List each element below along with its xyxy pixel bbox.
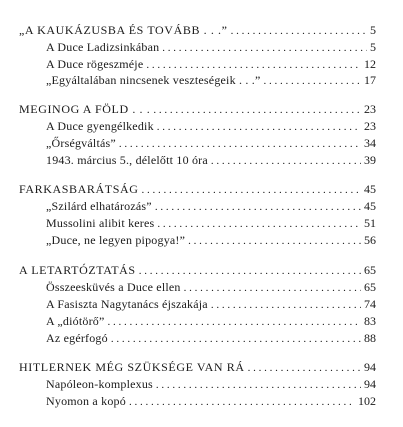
dot-leader bbox=[108, 314, 361, 330]
toc-section-3[interactable] bbox=[19, 181, 376, 197]
toc-page-number: 5 bbox=[370, 23, 376, 37]
toc-section-title: HITLERNEK MÉG SZÜKSÉGE VAN RÁ bbox=[19, 360, 245, 374]
dot-leader bbox=[119, 136, 361, 152]
toc-item[interactable] bbox=[46, 279, 376, 295]
dot-leader bbox=[188, 233, 361, 249]
dot-leader bbox=[146, 57, 361, 73]
toc-item[interactable] bbox=[46, 72, 376, 88]
toc-page-number: 65 bbox=[364, 280, 376, 294]
dot-leader bbox=[211, 153, 361, 169]
toc-page-number: 51 bbox=[364, 216, 376, 230]
toc-item-title: Összeesküvés a Duce ellen bbox=[46, 280, 181, 294]
toc-item[interactable] bbox=[46, 56, 376, 72]
toc-item-title: Az egérfogó bbox=[46, 331, 108, 345]
toc-page-number: 65 bbox=[364, 263, 376, 277]
toc-page-number: 94 bbox=[364, 377, 376, 391]
toc-item[interactable] bbox=[46, 135, 376, 151]
toc-item[interactable] bbox=[46, 152, 376, 168]
toc-page-number: 45 bbox=[364, 182, 376, 196]
toc-section-1[interactable] bbox=[19, 22, 376, 38]
toc-page-number: 45 bbox=[364, 199, 376, 213]
toc-item-title: Mussolini alibit keres bbox=[46, 216, 155, 230]
toc-page-number: 34 bbox=[364, 136, 376, 150]
toc-item-title: 1943. március 5., délelőtt 10 óra bbox=[46, 153, 208, 167]
toc-section-5[interactable] bbox=[19, 359, 376, 375]
toc-page-number: 23 bbox=[364, 119, 376, 133]
dot-leader bbox=[231, 23, 367, 39]
toc-item-title: „Szilárd elhatározás” bbox=[46, 199, 152, 213]
toc-page-number: 83 bbox=[364, 314, 376, 328]
dot-leader bbox=[156, 377, 361, 393]
toc-item[interactable] bbox=[46, 215, 376, 231]
toc-page-number: 39 bbox=[364, 153, 376, 167]
dot-leader bbox=[155, 199, 361, 215]
dot-leader bbox=[153, 102, 361, 118]
toc-item-title: A Duce gyengélkedik bbox=[46, 119, 154, 133]
toc-item-title: „Duce, ne legyen pipogya!” bbox=[46, 233, 186, 247]
dot-leader bbox=[211, 297, 361, 313]
toc-page-number: 74 bbox=[364, 297, 376, 311]
toc-section-title: MEGINOG A FÖLD . . . bbox=[19, 102, 151, 116]
toc-item[interactable] bbox=[46, 393, 376, 409]
toc-section-2[interactable] bbox=[19, 101, 376, 117]
dot-leader bbox=[139, 263, 361, 279]
toc-page-number: 102 bbox=[358, 394, 376, 408]
dot-leader bbox=[264, 73, 361, 89]
dot-leader bbox=[248, 360, 361, 376]
toc-item-title: Napóleon-komplexus bbox=[46, 377, 153, 391]
toc-page-number: 17 bbox=[364, 73, 376, 87]
toc-page-number: 12 bbox=[364, 57, 376, 71]
toc-item[interactable] bbox=[46, 376, 376, 392]
dot-leader bbox=[184, 280, 361, 296]
toc-item[interactable] bbox=[46, 118, 376, 134]
toc-section-title: „A KAUKÁZUSBA ÉS TOVÁBB . . .” bbox=[19, 23, 228, 37]
toc-item-title: A Duce rögeszméje bbox=[46, 57, 144, 71]
toc-page-number: 88 bbox=[364, 331, 376, 345]
dot-leader bbox=[162, 40, 367, 56]
toc-item-title: A Fasiszta Nagytanács éjszakája bbox=[46, 297, 208, 311]
dot-leader bbox=[157, 119, 361, 135]
toc-item-title: „Őrségváltás” bbox=[46, 136, 116, 150]
toc-section-title: A LETARTÓZTATÁS bbox=[19, 263, 136, 277]
toc-item[interactable] bbox=[46, 313, 376, 329]
toc-item-title: „Egyáltalában nincsenek veszteségeik . . .” bbox=[46, 73, 261, 87]
toc-page-number: 23 bbox=[364, 102, 376, 116]
toc-item-title: A „diótörő” bbox=[46, 314, 105, 328]
toc-page-number: 5 bbox=[370, 40, 376, 54]
toc-item[interactable] bbox=[46, 330, 376, 346]
dot-leader bbox=[111, 331, 361, 347]
toc-item[interactable] bbox=[46, 296, 376, 312]
toc-item[interactable] bbox=[46, 39, 376, 55]
toc-page-number: 56 bbox=[364, 233, 376, 247]
toc-page-number: 94 bbox=[364, 360, 376, 374]
toc-section-4[interactable] bbox=[19, 262, 376, 278]
dot-leader bbox=[129, 394, 355, 410]
toc-section-title: FARKASBARÁTSÁG bbox=[19, 182, 139, 196]
toc-item-title: Nyomon a kopó bbox=[46, 394, 126, 408]
toc-item-title: A Duce Ladizsinkában bbox=[46, 40, 160, 54]
toc-item[interactable] bbox=[46, 198, 376, 214]
dot-leader bbox=[157, 216, 361, 232]
toc-item[interactable] bbox=[46, 232, 376, 248]
dot-leader bbox=[142, 182, 361, 198]
